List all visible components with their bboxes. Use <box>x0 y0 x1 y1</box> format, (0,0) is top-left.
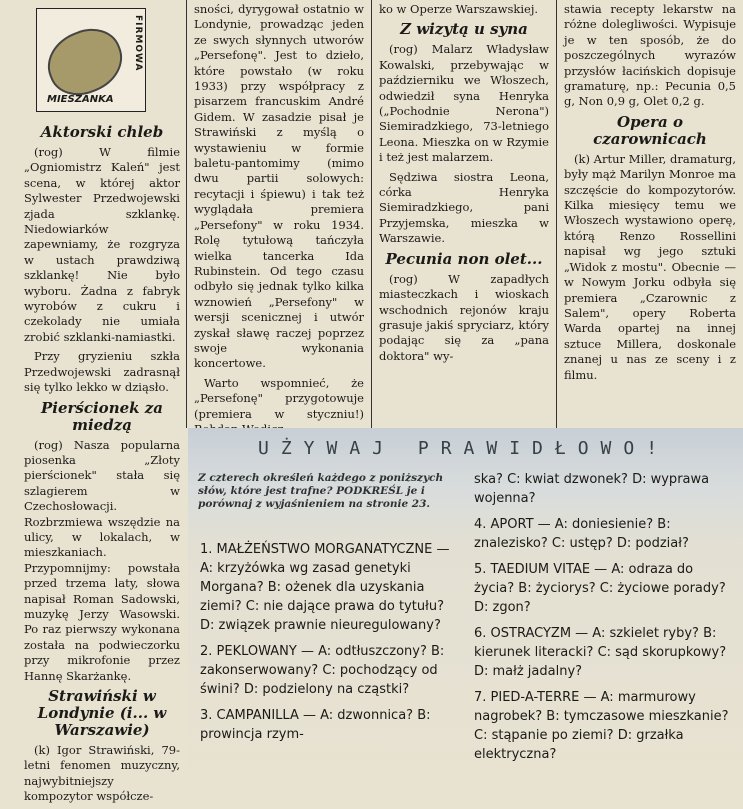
column-4 <box>564 2 736 387</box>
quiz-question: 6. OSTRACYZM — A: szkielet ryby? B: kierunek literacki? C: sąd skorupkowy? D: małż jadalny? <box>474 626 727 679</box>
heading-wizyta: Z wizytą u syna <box>400 20 528 39</box>
quiz-column-left <box>200 540 458 751</box>
column-divider <box>556 0 557 428</box>
heading-opera: Opera o czarownicach <box>593 112 707 148</box>
column-3 <box>379 2 549 368</box>
quiz-intro: Z czterech określeń każdego z poniższych słów, które jest trafne? PODKREŚL je i porównaj z wyjaśnieniem na stronie 23. <box>198 472 444 510</box>
article-text: (rog) Nasza popularna piosenka „Złoty pierścionek" stała się szlagierem w Czechosłowacji. Rozbrzmiewa wszędzie na ulicy, w lokalach, w mieszkaniach. Przypomnijmy: powstała przed trzema laty, słowa napisał Roman Sadowski, muzykę Jerzy Wasowski. Po raz pierwszy wykonana została na podwieczorku przy mikrofonie przez Hannę Skarżankę. <box>24 437 180 683</box>
quiz-question: 3. CAMPANILLA — A: dzwonnica? B: prowincja rzym- <box>200 708 431 742</box>
brand-logo <box>36 8 146 112</box>
heading-pierscionek: Pierścionek za miedzą <box>40 398 163 434</box>
article-text: ko w Operze Warszawskiej. <box>379 2 539 16</box>
article-text: (rog) W filmie „Ogniomistrz Kaleń" jest scena, w której aktor Sylwester Przedwojewski zjada szklankę. Niedowiarków zapewniamy, że rozgryza w ustach prawdziwą szklankę! Nie było wyboru. Żadna z fabryk wyrobów z cukru i czekolady nie umiała zrobić szklanki-namiastki. <box>24 145 180 344</box>
article-text: (rog) Malarz Władysław Kowalski, przebywając w październiku we Włoszech, odwiedził syna Henryka („Pochodnie Nerona") Siemiradzkiego, 73-letniego Leona. Mieszka on w Rzymie i też jest malarzem. <box>379 42 549 165</box>
quiz-question: 2. PEKLOWANY — A: odtłuszczony? B: zakonserwowany? C: pochodzący od świni? D: podzielony na cząstki? <box>200 644 445 697</box>
logo-side-text: FIRMOWA <box>133 15 143 72</box>
logo-text: MIESZANKA <box>47 94 114 105</box>
article-text: (k) Igor Strawiński, 79-letni fenomen muzyczny, najwybitniejszy kompozytor współcze- <box>24 743 180 804</box>
article-text: (k) Artur Miller, dramaturg, były mąż Marilyn Monroe ma szczęście do kompozytorów. Kilka miesięcy temu we Włoszech wystawiono operę, którą Renzo Rossellini napisał wg jego sztuki „Widok z mostu". Obecnie — w Nowym Jorku odbyła się premiera „Czarownic z Salem", opery Roberta Warda opartej na innej sztuce Millera, doskonale znanej u nas ze sceny i z filmu. <box>564 151 736 382</box>
heading-pecunia: Pecunia non olet... <box>385 249 543 268</box>
column-divider <box>371 0 372 428</box>
quiz-question: 7. PIED-A-TERRE — A: marmurowy nagrobek? B: tymczasowe mieszkanie? C: stąpanie po ziemi? D: grzałka elektryczna? <box>474 690 729 762</box>
quiz-column-right <box>474 470 730 771</box>
column-2 <box>194 2 364 441</box>
column-divider <box>186 0 187 428</box>
quiz-question: 5. TAEDIUM VITAE — A: odraza do życia? B: życiorys? C: życiowe porady? D: zgon? <box>474 562 726 615</box>
heading-strawinski: Strawiński w Londynie (i... w Warszawie) <box>37 687 167 739</box>
quiz-question: ska? C: kwiat dzwonek? D: wyprawa wojenna? <box>474 472 710 506</box>
article-text: sności, dyrygował ostatnio w Londynie, prowadząc jeden ze swych słynnych utworów „Persefonę". Jest to dzieło, które powstało (w roku 1933) przy współpracy z pisarzem francuskim André Gidem. W zasadzie pisał je Strawiński z myślą o wystawieniu w formie baletu-pantomimy (mimo dwu partii solowych: recytacji i śpiewu) i tak też wyglądała premiera „Persefony" w roku 1934. Rolę tytułową tańczyła wielka tancerka Ida Rubinstein. Od tego czasu odbyło się jednak tylko kilka wznowień „Persefony" w wersji scenicznej i utwór zyskał sławę raczej poprzez swoje wykonania koncertowe. <box>194 2 364 371</box>
article-text: stawia recepty lekarstw na różne dolegliwości. Wypisuje je w ten sposób, że do poszczególnych wyrazów przysłów łacińskich dopisuje gramaturę, np.: Pecunia 0,5 g, Non 0,9 g, Olet 0,2 g. <box>564 2 736 109</box>
article-text: Sędziwa siostra Leona, córka Henryka Siemiradzkiego, pani Przyjemska, mieszka w Warszawie. <box>379 169 549 246</box>
quiz-title: UŻYWAJ PRAWIDŁOWO! <box>258 438 670 459</box>
lemon-icon <box>38 19 132 105</box>
article-text: Przy gryzieniu szkła Przedwojewski zadrasnął się tylko lekko w dziąsło. <box>24 349 180 395</box>
article-text: (rog) W zapadłych miasteczkach i wioskach wschodnich rejonów kraju grasuje jakiś spryciarz, który podając się za „pana doktora" wy- <box>379 271 549 363</box>
article-text: Warto wspomnieć, że „Persefonę" przygotowuje (premiera w styczniu!) <box>194 375 364 421</box>
heading-aktorski: Aktorski chleb <box>40 123 164 141</box>
column-1 <box>24 124 180 809</box>
quiz-question: 1. MAŁŻEŃSTWO MORGANATYCZNE — A: krzyżówka wg zasad genetyki Morgana? B: ożenek dla uzyskania ziemi? C: nie dające prawa do tytułu? D: związek prawnie nieuregulowany? <box>200 542 450 633</box>
quiz-question: 4. APORT — A: doniesienie? B: znalezisko? C: ustęp? D: podział? <box>474 517 689 551</box>
